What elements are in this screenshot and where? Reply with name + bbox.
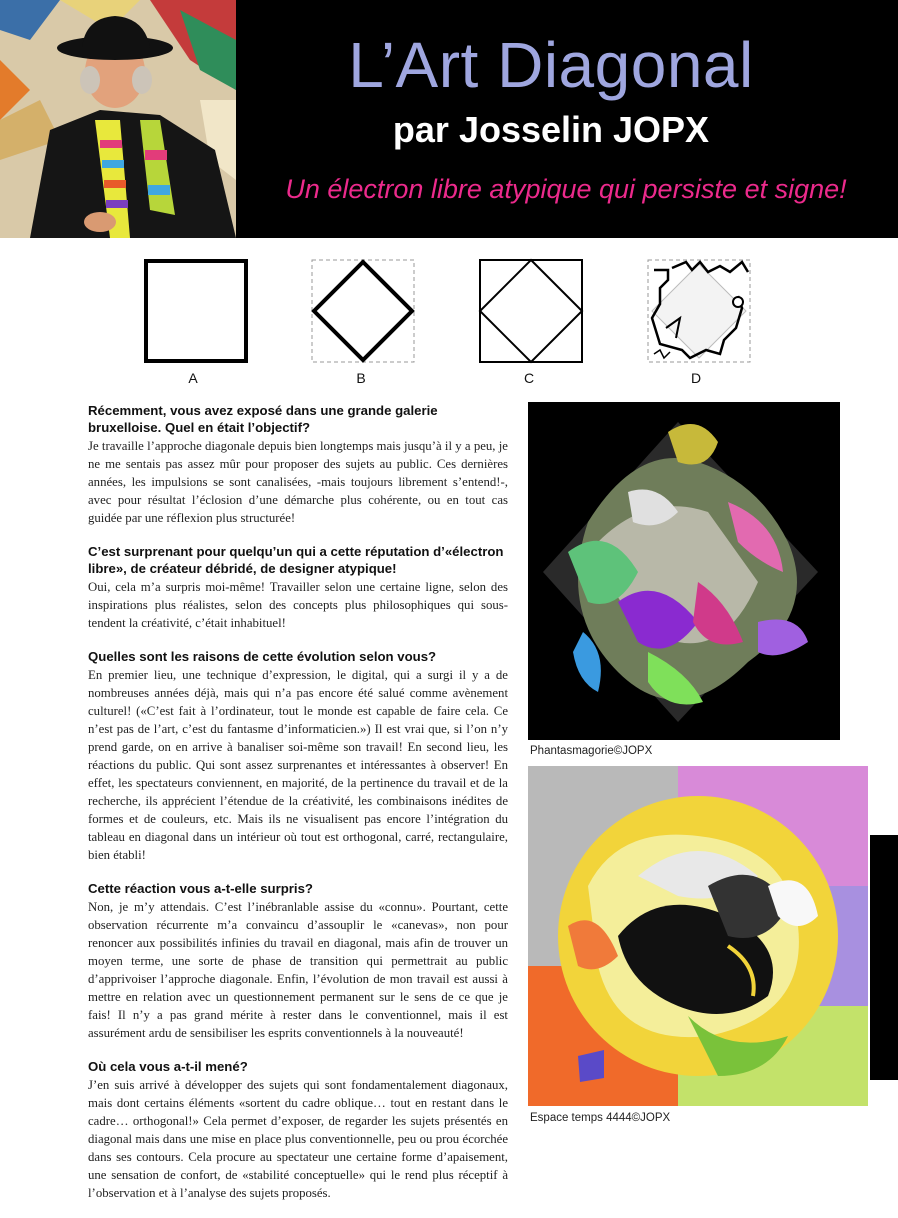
qa-section: [88, 648, 508, 864]
qa-section: [88, 1058, 508, 1202]
interview-question: Où cela vous a-t-il mené?: [88, 1059, 248, 1074]
page-edge-tab: [870, 835, 898, 1080]
article-body: [88, 402, 508, 1218]
interview-question: Cette réaction vous a-t-elle surpris?: [88, 881, 313, 896]
diagram-label-d: D: [690, 370, 702, 386]
artwork-espace-temps: [528, 766, 868, 1106]
interview-question: Récemment, vous avez exposé dans une grande galerie bruxelloise. Quel en était l’objectif?: [88, 403, 438, 435]
diagram-label-c: C: [523, 370, 535, 386]
diagram-label-a: A: [188, 370, 198, 386]
interview-question: C’est surprenant pour quelqu’un qui a cette réputation d’«électron libre», de créateur débridé, de designer atypique!: [88, 544, 504, 576]
author-byline: par Josselin JOPX: [392, 109, 710, 150]
diagram-a-square: [143, 258, 249, 364]
interview-answer: J’en suis arrivé à développer des sujets qui sont fondamentalement diagonaux, mais dont certains éléments «sortent du cadre oblique… tout en restant dans le cadre… orthogonal!» Cela permet d’exposer, de regarder les sujets présentés en diagonal mais dans une mise en place plus conventionnelle, peu ou prou écorchée dans ses contours. Cela procure au spectateur une certaine forme d’apaisement, une sensation de confort, de «stabilité conceptuelle» qui le rend plus réceptif à l’observation et à l’analyse des sujets proposés.: [88, 1078, 508, 1200]
header-banner: [0, 0, 898, 238]
diagram-label-b: B: [356, 370, 366, 386]
interview-answer: Je travaille l’approche diagonale depuis bien longtemps mais jusqu’à il y a peu, je ne me sentais pas assez mûr pour proposer des sujets au public. Ces dernières années, les impulsions se sont canalisées, -mais toujours librement s’entend!-, avec pour résultat l’éclosion d’une démarche plus cohérente, ou en tout cas guidée par une réflexion plus structurée!: [88, 439, 508, 525]
qa-section: [88, 402, 508, 527]
interview-question: Quelles sont les raisons de cette évolution selon vous?: [88, 649, 437, 664]
diagram-b-diamond: [310, 258, 416, 364]
interview-answer: En premier lieu, une technique d’expression, le digital, qui a surgi il y a de nombreuses années déjà, mais qui n’a pas encore été salué comme avènement culturel! («C’est fait à l’ordinateur, tout le monde est capable de faire cela. Ce n’est pas de l’art, c’est du fantasme d’informaticien.») Il est vrai que, si l’on n’y prend garde, on en arrive à banaliser soi-même son travail! En second lieu, les réactions du public. Qui sont assez surprenantes et intéressantes à observer! En effet, les spectateurs conviennent, en majorité, de la pertinence du travail et de la recherche, ils apprécient l’étendue de la créativité, les combinaisons inédites de formes et de couleurs, etc. Mais ils ne visualisent pas encore l’intégration du tableau en diagonal dans un intérieur où tout est orthogonal, carré, rectangulaire, bien établi!: [88, 668, 508, 862]
diagram-d-freeform: [646, 258, 752, 364]
artist-portrait: [0, 0, 236, 238]
qa-section: [88, 880, 508, 1042]
interview-answer: Oui, cela m’a surpris moi-même! Travailler selon une certaine ligne, selon des inspirations plus réalistes, selon des concepts plus philosophiques qui sous-tendent la créativité, c’était inhabituel!: [88, 580, 508, 630]
caption-artwork-1: Phantasmagorie©JOPX: [530, 745, 653, 757]
artwork-phantasmagorie: [528, 402, 840, 740]
qa-section: [88, 543, 508, 632]
tagline: Un électron libre atypique qui persiste et signe!: [285, 174, 847, 204]
caption-artwork-2: Espace temps 4444©JOPX: [530, 1112, 671, 1124]
diagram-c-square-diamond: [478, 258, 584, 364]
page-title: L’Art Diagonal: [348, 29, 754, 101]
interview-answer: Non, je m’y attendais. C’est l’inébranlable assise du «connu». Pourtant, cette observation récurrente m’a convaincu d’assouplir le «canevas», non pour renoncer aux possibilités infinies du travail en diagonal, mais afin de trouver un moyen terme, une sorte de phase de transition qui permettrait au public d’apprivoiser l’approche diagonale. Enfin, l’évolution de mon travail est aussi à mettre en relation avec un questionnement permanent sur le sens de ce que je fais! Il n’y a pas grand mérite à rester dans le conventionnel, mais il est assurément ardu de sensibiliser les esprits conventionnels à la nouveauté!: [88, 900, 508, 1040]
